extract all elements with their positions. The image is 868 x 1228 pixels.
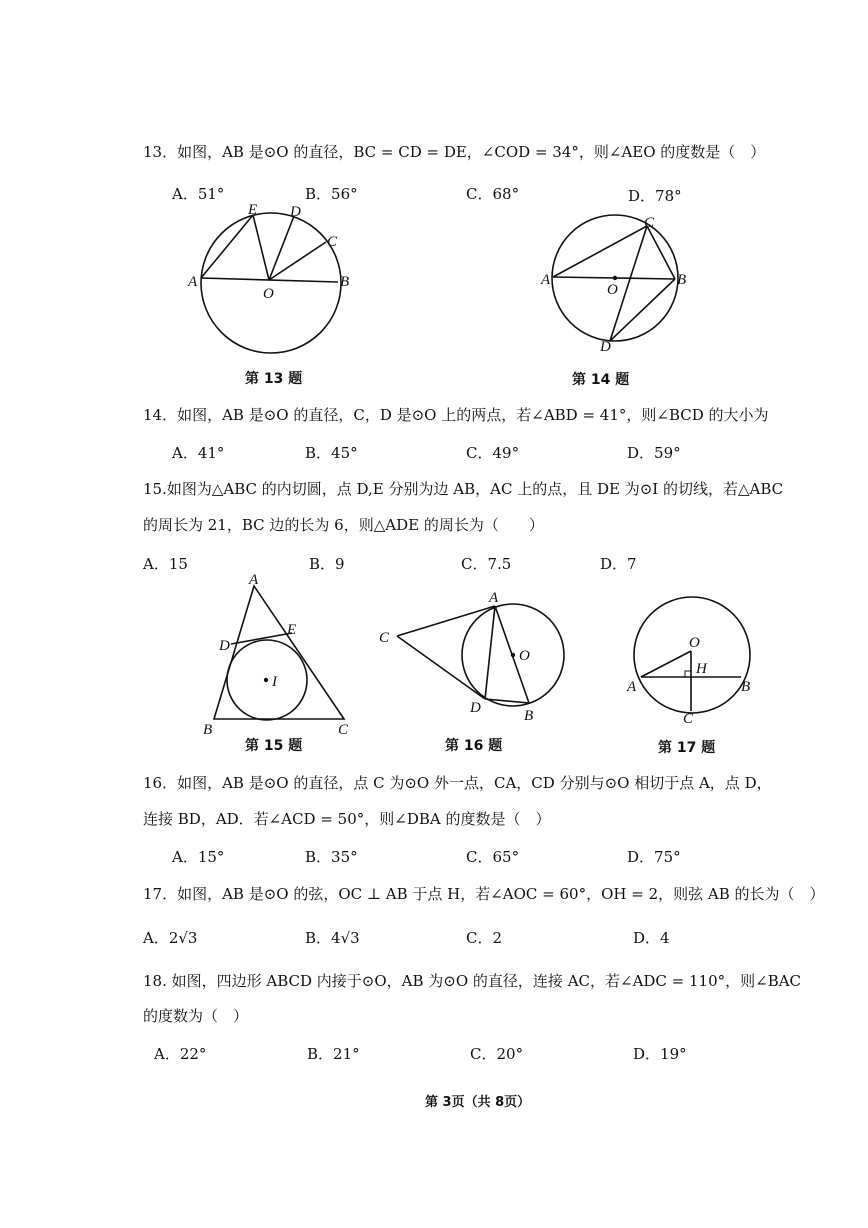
q16-option-d: D．75° [627, 848, 681, 866]
q15-option-c: C．7.5 [461, 555, 512, 573]
fig17-radius-oa [641, 651, 691, 677]
q18-option-c: C．20° [470, 1045, 524, 1063]
q17-option-d: D．4 [633, 929, 670, 947]
q16-option-c: C．65° [466, 848, 520, 866]
q13-stem: 13．如图，AB 是⊙O 的直径，BC = CD = DE，∠COD = 34°，则∠AEO 的度数是（ ） [143, 143, 766, 161]
fig15-triangle-abc [214, 586, 344, 719]
q18-option-a: A．22° [154, 1045, 207, 1063]
fig14-label-c: C [644, 215, 655, 231]
q13-option-c: C．68° [466, 185, 520, 203]
q16-stem-line1: 16．如图，AB 是⊙O 的直径，点 C 为⊙O 外一点，CA，CD 分别与⊙O 相切于点 A，点 D， [143, 774, 772, 792]
fig16-center-dot [511, 653, 515, 657]
fig17-circle [634, 597, 750, 713]
fig14-label-o: O [607, 282, 618, 298]
fig16-tangent-ca [397, 606, 495, 636]
fig16-tangent-cd [397, 636, 485, 699]
fig13-radius-oc [269, 242, 326, 280]
q13-option-d: D．78° [628, 187, 682, 205]
fig13-chord-ae [201, 215, 253, 278]
fig14-center-dot [613, 276, 617, 280]
q13-option-b: B．56° [305, 185, 358, 203]
fig16-label-a: A [489, 590, 499, 606]
q16-option-a: A．15° [172, 848, 225, 866]
fig13-label-a: A [188, 274, 198, 290]
q16-stem-line2: 连接 BD，AD．若∠ACD = 50°，则∠DBA 的度数是（ ） [143, 810, 551, 828]
fig14-caption: 第 14 题 [572, 372, 630, 388]
q17-option-c: C．2 [466, 929, 503, 947]
figure-16 [375, 585, 575, 730]
q13-option-a: A．51° [172, 185, 225, 203]
q14-option-d: D．59° [627, 444, 681, 462]
fig13-label-d: D [290, 204, 301, 220]
fig13-label-e: E [248, 202, 258, 218]
fig17-label-b: B [741, 679, 751, 695]
q17-stem: 17．如图，AB 是⊙O 的弦，OC ⊥ AB 于点 H，若∠AOC = 60°，OH = 2，则弦 AB 的长为（ ） [143, 885, 825, 903]
figure-14 [535, 210, 695, 360]
fig17-label-o: O [689, 635, 700, 651]
fig15-label-i: I [272, 674, 277, 690]
fig13-label-o: O [263, 286, 274, 302]
q15-option-b: B．9 [309, 555, 345, 573]
fig17-label-h: H [696, 661, 707, 677]
q17-option-b: B．4√3 [305, 929, 360, 947]
fig15-label-a: A [249, 572, 259, 588]
fig13-label-c: C [327, 234, 338, 250]
page-number: 第 3页（共 8页） [425, 1095, 531, 1110]
q17-option-a: A．2√3 [143, 929, 198, 947]
fig15-label-e: E [287, 622, 297, 638]
figure-17 [620, 585, 770, 730]
fig16-label-o: O [519, 648, 530, 664]
fig15-caption: 第 15 题 [245, 738, 303, 754]
fig15-label-b: B [203, 722, 213, 738]
fig16-caption: 第 16 题 [445, 738, 503, 754]
q15-option-d: D．7 [600, 555, 637, 573]
fig16-chord-ad [485, 606, 495, 699]
fig16-label-d: D [470, 700, 481, 716]
fig17-right-angle-mark [685, 671, 691, 677]
fig17-label-c: C [683, 711, 694, 727]
q14-stem: 14．如图，AB 是⊙O 的直径，C，D 是⊙O 上的两点，若∠ABD = 41°，则∠BCD 的大小为 [143, 406, 769, 424]
fig13-radius-od [269, 216, 294, 280]
q18-stem-line2: 的度数为（ ） [143, 1007, 249, 1025]
fig13-radius-oe [253, 215, 269, 280]
q15-stem-line1: 15.如图为△ABC 的内切圆，点 D,E 分别为边 AB，AC 上的点，且 DE 为⊙I 的切线，若△ABC [143, 480, 784, 498]
fig13-label-b: B [340, 274, 350, 290]
figure-13 [180, 200, 360, 360]
figure-15 [195, 570, 365, 740]
fig17-label-a: A [627, 679, 637, 695]
fig13-caption: 第 13 题 [245, 371, 303, 387]
q18-stem-line1: 18. 如图，四边形 ABCD 内接于⊙O，AB 为⊙O 的直径，连接 AC，若∠ADC = 110°，则∠BAC [143, 972, 802, 990]
q16-option-b: B．35° [305, 848, 358, 866]
fig16-label-c: C [379, 630, 390, 646]
q18-option-d: D．19° [633, 1045, 687, 1063]
fig15-center-dot [264, 678, 268, 682]
q14-option-c: C．49° [466, 444, 520, 462]
fig15-label-d: D [219, 638, 230, 654]
fig14-label-d: D [600, 339, 611, 355]
fig16-label-b: B [524, 708, 534, 724]
q14-option-b: B．45° [305, 444, 358, 462]
q14-option-a: A．41° [172, 444, 225, 462]
fig17-caption: 第 17 题 [658, 740, 716, 756]
fig14-label-b: B [677, 272, 687, 288]
q15-stem-line2: 的周长为 21，BC 边的长为 6，则△ADE 的周长为（ ） [143, 516, 544, 534]
fig14-label-a: A [541, 272, 551, 288]
q15-option-a: A．15 [143, 555, 188, 573]
q18-option-b: B．21° [307, 1045, 360, 1063]
fig13-circle [201, 213, 341, 353]
fig15-label-c: C [338, 722, 349, 738]
